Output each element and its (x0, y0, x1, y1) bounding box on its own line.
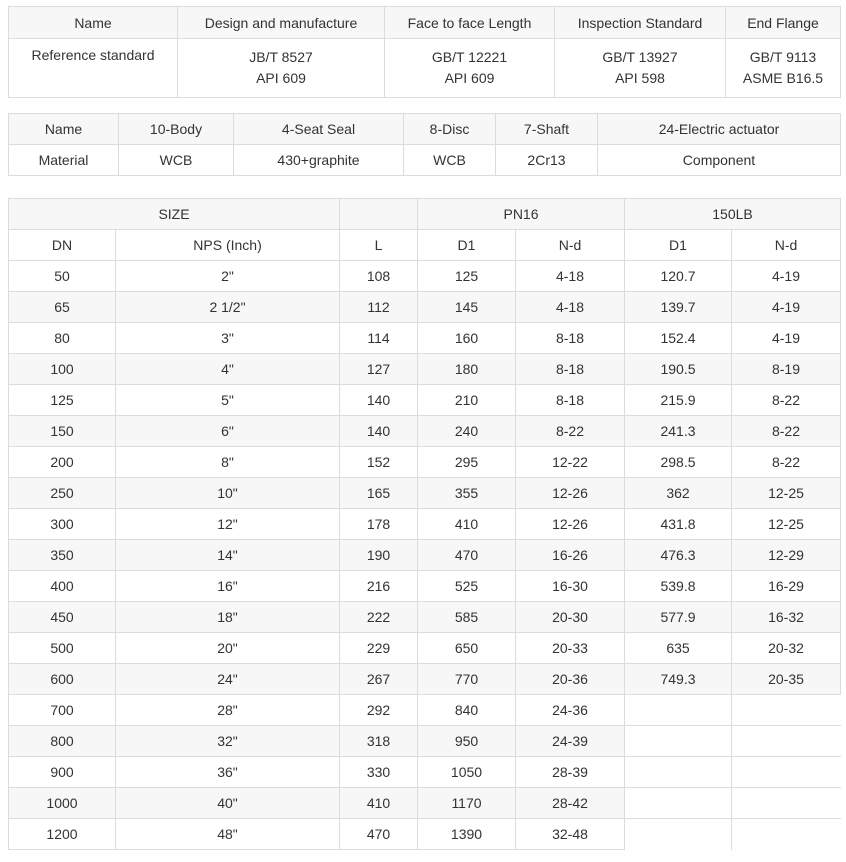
table-cell: 577.9 (625, 602, 732, 633)
table-cell: 16-26 (516, 540, 625, 571)
table-cell: Component (598, 145, 841, 176)
cell-line: GB/T 9113 (749, 49, 817, 65)
table-row (9, 788, 841, 819)
table-cell: 585 (418, 602, 516, 633)
table-cell: 292 (340, 695, 418, 726)
table-row (9, 540, 841, 571)
table-cell: 8-22 (732, 416, 841, 447)
table-cell: 28" (116, 695, 340, 726)
header-cell: 4-Seat Seal (234, 114, 404, 145)
table-cell: 350 (9, 540, 116, 571)
table-cell: 1170 (418, 788, 516, 819)
cell-line: ASME B16.5 (742, 70, 824, 86)
table-cell: 2 1/2" (116, 292, 340, 323)
header-cell: Inspection Standard (555, 7, 726, 39)
table-cell: 180 (418, 354, 516, 385)
table-cell: 5" (116, 385, 340, 416)
table-cell: Material (9, 145, 119, 176)
table-cell: 200 (9, 447, 116, 478)
size-group-header-row (9, 199, 841, 230)
table-cell: 1200 (9, 819, 116, 850)
standards-row (9, 39, 841, 98)
table-cell: 8-18 (516, 323, 625, 354)
header-cell: D1 (625, 230, 732, 261)
empty-cell (732, 757, 841, 788)
table-row (9, 633, 841, 664)
table-cell: 700 (9, 695, 116, 726)
table-cell: 140 (340, 416, 418, 447)
table-cell: 152.4 (625, 323, 732, 354)
table-cell: 12-22 (516, 447, 625, 478)
row-label-text: Reference standard (31, 47, 155, 63)
table-cell: 36" (116, 757, 340, 788)
size-group-header: SIZE (9, 199, 340, 230)
materials-row (9, 145, 841, 176)
header-cell: End Flange (726, 7, 841, 39)
table-cell: 525 (418, 571, 516, 602)
table-cell: 20-30 (516, 602, 625, 633)
empty-cell (625, 819, 732, 850)
table-cell (178, 39, 385, 98)
empty-cell (732, 726, 841, 757)
table-cell: 8" (116, 447, 340, 478)
cell-line: API 598 (615, 70, 665, 86)
table-cell: 127 (340, 354, 418, 385)
150lb-group-header: 150LB (625, 199, 841, 230)
header-cell: Design and manufacture (178, 7, 385, 39)
table-cell (385, 39, 555, 98)
table-cell: 298.5 (625, 447, 732, 478)
row-label (9, 39, 178, 98)
table-cell: 431.8 (625, 509, 732, 540)
table-cell: WCB (119, 145, 234, 176)
empty-cell (625, 788, 732, 819)
table-cell: 476.3 (625, 540, 732, 571)
table-cell: 160 (418, 323, 516, 354)
table-cell: 355 (418, 478, 516, 509)
table-cell: 24" (116, 664, 340, 695)
table-cell: 100 (9, 354, 116, 385)
table-cell: 165 (340, 478, 418, 509)
blank-header (340, 199, 418, 230)
table-cell: 222 (340, 602, 418, 633)
table-cell: 2Cr13 (496, 145, 598, 176)
table-cell: 20-35 (732, 664, 841, 695)
table-cell: 210 (418, 385, 516, 416)
table-cell: 4-18 (516, 261, 625, 292)
table-cell: 20-36 (516, 664, 625, 695)
table-cell: 12-26 (516, 509, 625, 540)
table-cell: 4-19 (732, 323, 841, 354)
table-cell: 32" (116, 726, 340, 757)
table-cell: 16-32 (732, 602, 841, 633)
table-cell: 178 (340, 509, 418, 540)
table-row (9, 261, 841, 292)
header-cell: Name (9, 7, 178, 39)
table-row (9, 695, 841, 726)
empty-cell (732, 819, 841, 850)
table-cell: 18" (116, 602, 340, 633)
table-cell: 12-26 (516, 478, 625, 509)
table-cell: 190 (340, 540, 418, 571)
table-cell: 1050 (418, 757, 516, 788)
table-cell: 800 (9, 726, 116, 757)
table-cell: 4-19 (732, 292, 841, 323)
table-cell: 215.9 (625, 385, 732, 416)
header-cell: 8-Disc (404, 114, 496, 145)
table-row (9, 478, 841, 509)
table-cell: 330 (340, 757, 418, 788)
table-cell: 430+graphite (234, 145, 404, 176)
table-cell: 950 (418, 726, 516, 757)
table-cell: 114 (340, 323, 418, 354)
table-cell: 108 (340, 261, 418, 292)
size-table (8, 198, 841, 850)
table-cell: 362 (625, 478, 732, 509)
header-cell: Face to face Length (385, 7, 555, 39)
table-cell: 139.7 (625, 292, 732, 323)
table-cell: 12-29 (732, 540, 841, 571)
size-table-body (9, 261, 841, 850)
table-cell: 400 (9, 571, 116, 602)
header-cell: N-d (732, 230, 841, 261)
size-sub-header-row (9, 230, 841, 261)
table-cell: 12" (116, 509, 340, 540)
table-cell: 12-25 (732, 509, 841, 540)
table-cell: 450 (9, 602, 116, 633)
table-cell: 8-22 (732, 447, 841, 478)
header-cell: NPS (Inch) (116, 230, 340, 261)
table-row (9, 416, 841, 447)
table-cell: 4-19 (732, 261, 841, 292)
pn16-group-header: PN16 (418, 199, 625, 230)
table-cell: 318 (340, 726, 418, 757)
table-cell (555, 39, 726, 98)
empty-cell (625, 757, 732, 788)
header-cell: N-d (516, 230, 625, 261)
header-cell: DN (9, 230, 116, 261)
table-cell: 470 (418, 540, 516, 571)
standards-header-row (9, 7, 841, 39)
table-cell: 770 (418, 664, 516, 695)
table-row (9, 726, 841, 757)
table-row (9, 323, 841, 354)
table-cell: 16-30 (516, 571, 625, 602)
table-cell: 16-29 (732, 571, 841, 602)
table-row (9, 354, 841, 385)
header-cell: D1 (418, 230, 516, 261)
table-cell: 250 (9, 478, 116, 509)
table-cell: 112 (340, 292, 418, 323)
table-cell: 410 (418, 509, 516, 540)
table-cell: 241.3 (625, 416, 732, 447)
header-cell: Name (9, 114, 119, 145)
table-cell: 28-42 (516, 788, 625, 819)
table-cell: 300 (9, 509, 116, 540)
table-cell: 10" (116, 478, 340, 509)
table-cell (726, 39, 841, 98)
table-cell: 120.7 (625, 261, 732, 292)
table-row (9, 385, 841, 416)
table-cell: 125 (9, 385, 116, 416)
materials-header-row (9, 114, 841, 145)
table-cell: 28-39 (516, 757, 625, 788)
table-row (9, 664, 841, 695)
table-cell: 749.3 (625, 664, 732, 695)
table-cell: 20-33 (516, 633, 625, 664)
table-cell: 8-22 (516, 416, 625, 447)
table-cell: 152 (340, 447, 418, 478)
table-cell: 20-32 (732, 633, 841, 664)
cell-line: JB/T 8527 (249, 49, 313, 65)
cell-line: GB/T 12221 (431, 49, 508, 65)
table-cell: 50 (9, 261, 116, 292)
table-cell: 140 (340, 385, 418, 416)
table-cell: 190.5 (625, 354, 732, 385)
table-cell: 410 (340, 788, 418, 819)
table-cell: 12-25 (732, 478, 841, 509)
table-cell: 635 (625, 633, 732, 664)
table-cell: 145 (418, 292, 516, 323)
table-cell: 900 (9, 757, 116, 788)
table-cell: 216 (340, 571, 418, 602)
table-cell: 4" (116, 354, 340, 385)
table-row (9, 509, 841, 540)
table-row (9, 571, 841, 602)
table-cell: 240 (418, 416, 516, 447)
table-row (9, 819, 841, 850)
table-cell: 295 (418, 447, 516, 478)
table-cell: 8-19 (732, 354, 841, 385)
table-cell: 229 (340, 633, 418, 664)
table-cell: 16" (116, 571, 340, 602)
table-cell: 125 (418, 261, 516, 292)
table-cell: 2" (116, 261, 340, 292)
table-cell: WCB (404, 145, 496, 176)
table-cell: 4-18 (516, 292, 625, 323)
cell-line: GB/T 13927 (602, 49, 678, 65)
table-cell: 840 (418, 695, 516, 726)
empty-cell (732, 695, 841, 726)
table-cell: 6" (116, 416, 340, 447)
table-row (9, 602, 841, 633)
table-cell: 267 (340, 664, 418, 695)
table-cell: 3" (116, 323, 340, 354)
table-cell: 8-18 (516, 354, 625, 385)
table-cell: 650 (418, 633, 516, 664)
table-cell: 24-39 (516, 726, 625, 757)
table-cell: 40" (116, 788, 340, 819)
table-cell: 470 (340, 819, 418, 850)
materials-table (8, 113, 841, 176)
header-cell: L (340, 230, 418, 261)
table-cell: 20" (116, 633, 340, 664)
table-cell: 600 (9, 664, 116, 695)
header-cell: 24-Electric actuator (598, 114, 841, 145)
table-cell: 80 (9, 323, 116, 354)
empty-cell (625, 726, 732, 757)
empty-cell (625, 695, 732, 726)
table-cell: 500 (9, 633, 116, 664)
table-cell: 1390 (418, 819, 516, 850)
empty-cell (732, 788, 841, 819)
table-cell: 14" (116, 540, 340, 571)
standards-table (8, 6, 841, 98)
cell-line: API 609 (256, 70, 306, 86)
table-cell: 32-48 (516, 819, 625, 850)
table-row (9, 447, 841, 478)
table-cell: 48" (116, 819, 340, 850)
header-cell: 10-Body (119, 114, 234, 145)
header-cell: 7-Shaft (496, 114, 598, 145)
table-cell: 8-18 (516, 385, 625, 416)
table-cell: 150 (9, 416, 116, 447)
table-row (9, 292, 841, 323)
table-cell: 24-36 (516, 695, 625, 726)
cell-line: API 609 (444, 70, 495, 86)
table-row (9, 757, 841, 788)
table-cell: 8-22 (732, 385, 841, 416)
table-cell: 65 (9, 292, 116, 323)
table-cell: 1000 (9, 788, 116, 819)
table-cell: 539.8 (625, 571, 732, 602)
